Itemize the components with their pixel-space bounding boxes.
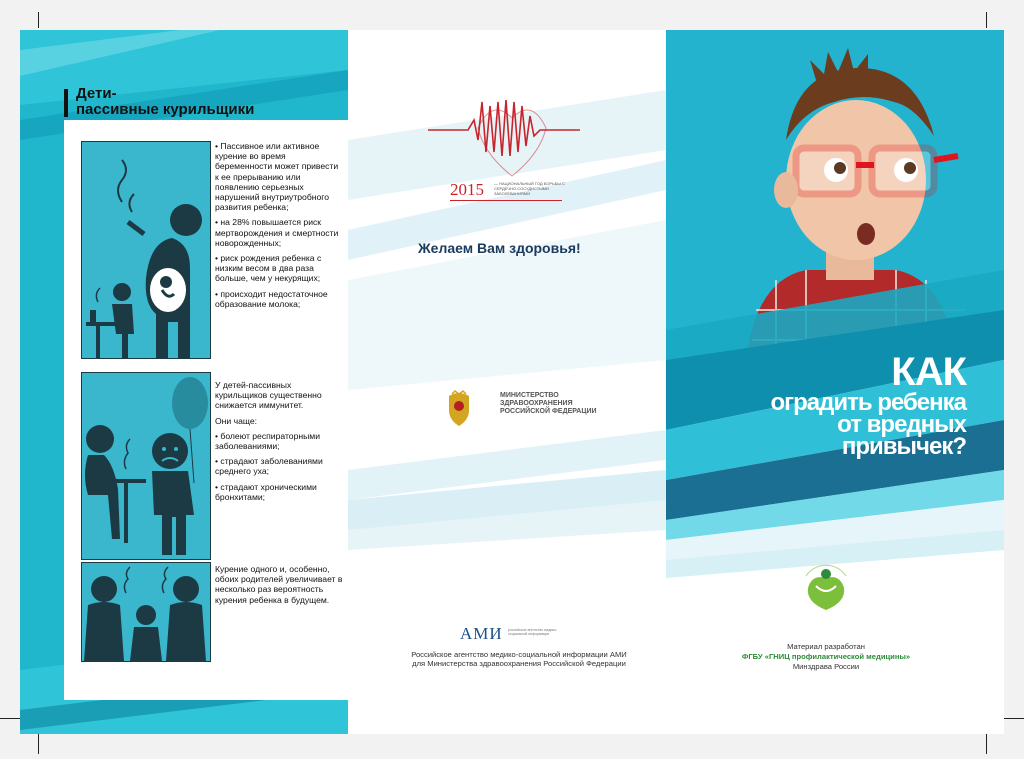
text-block [215,141,343,314]
ministry-label [500,392,597,416]
credits [706,642,946,672]
heart-cardiogram-icon [428,90,598,180]
credit-line: для Министерства здравоохранения Российской Федерации [412,659,626,668]
middle-panel [348,30,666,734]
title-line: пассивные курильщики [76,101,255,118]
title-line: Дети- [76,85,117,102]
coat-of-arms-icon [446,390,472,426]
ami-logo: АМИ [460,624,503,643]
bullet-item: • риск рождения ребенка с низким весом в два раза больше, чем у некурящих; [215,253,322,284]
credit-line: Минздрава России [792,662,860,671]
ministry-line: РОССИЙСКОЙ ФЕДЕРАЦИИ [500,408,597,415]
headline [666,352,966,458]
headline-line: от вредных [837,411,966,438]
crop-mark [986,734,987,754]
year-label: 2015 [450,180,484,199]
right-panel [666,30,1004,734]
organization-name: ФГБУ «ГНИЦ профилактической медицины» [741,652,911,661]
parents-smoking-pictogram [81,562,211,662]
divider [450,200,562,201]
ministry-line: ЗДРАВООХРАНЕНИЯ [500,400,573,407]
text-block [215,380,343,507]
bullet-item: • страдают хроническими бронхитами; [215,481,317,502]
text-block [215,564,343,610]
ministry-line: МИНИСТЕРСТВО [500,392,559,399]
crop-mark [986,12,987,28]
sick-child-pictogram [81,372,211,560]
bullet-item: • болеют респираторными заболеваниями; [215,430,320,452]
headline-line: оградить ребенка [770,389,966,416]
brochure-sheet [20,30,1004,734]
paragraph: Они чаще: [215,415,258,426]
headline-line: КАК [891,350,966,394]
paragraph: У детей-пассивных курильщиков существенно снижается иммунитет. [215,380,322,411]
crop-mark [38,734,39,754]
year-caption: — НАЦИОНАЛЬНЫЙ ГОД БОРЬБЫ С СЕРДЕЧНО-СОСУДИСТЫМИ ЗАБОЛЕВАНИЯМИ [494,181,565,196]
paragraph: Курение одного и, особенно, обоих родителей увеличивает в несколько раз вероятность курения ребенка в будущем. [215,564,343,605]
pregnant-smoker-pictogram [81,141,211,359]
left-panel [20,30,348,734]
bullet-item: • страдают заболеваниями среднего уха; [215,456,323,477]
gnits-emblem-icon [794,556,858,620]
section-title [64,86,348,118]
headline-line: привычек? [841,433,966,460]
credit-line: Российское агентство медико-социальной информации АМИ [411,650,627,659]
ami-logo-caption: российское агентство медико-социальной информации [508,628,558,636]
bullet-item: • на 28% повышается риск мертворождения и смертности новорожденных; [215,217,339,248]
bullet-item: • происходит недостаточное образование молока; [215,288,328,309]
crop-mark [38,12,39,28]
ami-credit [384,650,654,668]
credit-line: Материал разработан [787,642,865,651]
wish-text: Желаем Вам здоровья! [418,240,581,256]
title-bar [64,89,68,117]
bullet-item: • Пассивное или активное курение во время беременности может привести к ее прерыванию или появлению серьезных нарушений внутриутробного развития ребенка; [215,141,339,213]
